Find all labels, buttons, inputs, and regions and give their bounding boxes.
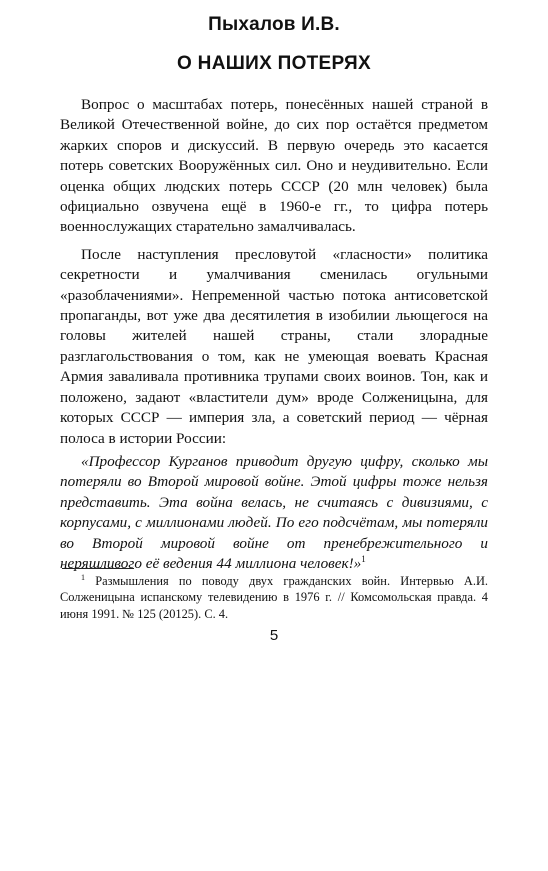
- body-text: [60, 95, 488, 574]
- author-heading: Пыхалов И.В.: [208, 14, 340, 35]
- footnote-text: Размышления по поводу двух гражданских войн. Интервью А.И. Солженицына испанскому телевидению в 1976 г. // Комсомольская правда. 4 июня 1991. № 125 (20125). С. 4.: [60, 574, 488, 621]
- footnote-reference: 1: [361, 553, 366, 564]
- quotation-text: «Профессор Курганов приводит другую цифру, сколько мы потеряли во Второй мировой войне. Этой цифры тоже нельзя представить. Эта война велась, не считаясь с дивизиями, с корпусами, с миллионами людей. По его подсчётам, мы потеряли во Второй мировой войне от пренебрежительного и неряшливого её ведения 44 миллиона человек!»: [60, 452, 488, 572]
- footnote-mark: 1: [81, 573, 85, 582]
- paragraph: После наступления пресловутой «гласности» политика секретности и умалчивания сменилась огульными «разоблачениями». Непременной частью потока антисоветской пропаганды, вот уже два десятилетия в изобилии льющегося на головы жителей нашей страны, стали злорадные разглагольствования о том, как не умеющая воевать Красная Армия заваливала противника трупами своих воинов. Тон, как и положено, задают «властители дум» вроде Солженицына, для которых СССР — империя зла, а советский период — чёрная полоса в истории России:: [60, 245, 488, 447]
- chapter-title: О НАШИХ ПОТЕРЯХ: [177, 53, 371, 74]
- page-number: 5: [269, 627, 279, 644]
- footnote-divider: [62, 568, 134, 569]
- paragraph: Вопрос о масштабах потерь, понесённых нашей страной в Великой Отечественной войне, до сих пор остаётся предметом жарких споров и дискуссий. В первую очередь это касается потерь советских Вооружённых сил. Оно и неудивительно. Если оценка общих людских потерь СССР (20 млн человек) была официально озвучена ещё в 1960-е гг., то цифра потерь военнослужащих старательно замалчивалась.: [60, 96, 488, 236]
- quotation: [60, 452, 488, 574]
- footnote: [60, 573, 488, 622]
